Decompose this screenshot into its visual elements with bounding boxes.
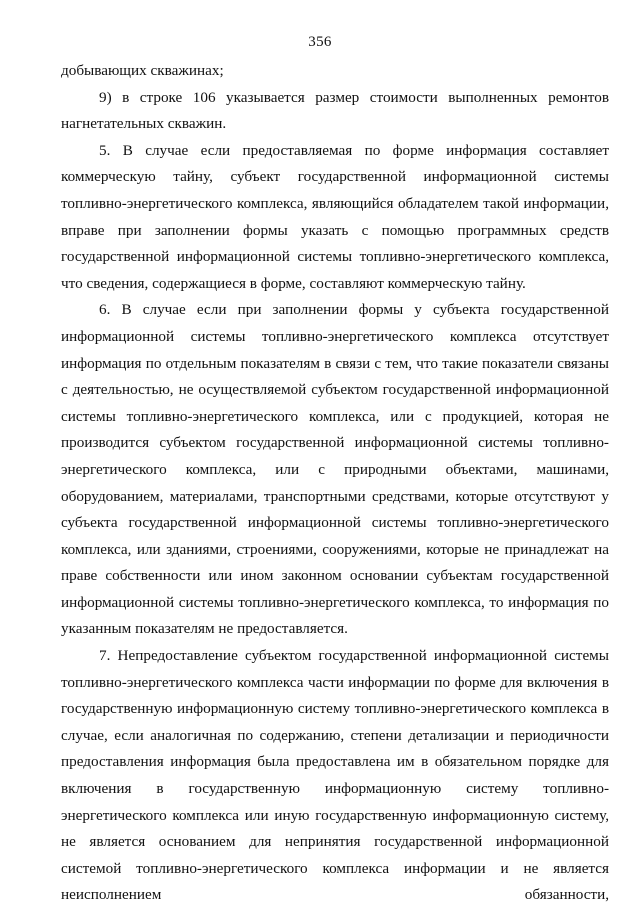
- paragraph-clause-7: 7. Непредоставление субъектом государственной информационной системы топливно-энергетического комплекса части информации по форме для включения в государственную информационную систему топливно-энергетического комплекса в случае, если аналогичная по содержанию, степени детализации и периодичности предоставления информация была предоставлена им в обязательном порядке для включения в государственную информационную систему топливно-энергетического комплекса или иную государственную информационную систему, не является основанием для непринятия государственной информационной системой топливно-энергетического комплекса информации и не является неисполнением обязанности,: [61, 647, 609, 904]
- paragraph-clause-6: 6. В случае если при заполнении формы у субъекта государственной информационной системы топливно-энергетического комплекса отсутствует информация по отдельным показателям в связи с тем, что такие показатели связаны с деятельностью, не осуществляемой субъектом государственной информационной системы топливно-энергетического комплекса, или с продукцией, которая не производится субъектом государственной информационной системы топливно-энергетического комплекса, или с природными объектами, машинами, оборудованием, материалами, транспортными средствами, которые отсутствуют у субъекта государственной информационной системы топливно-энергетического комплекса, или зданиями, строениями, сооружениями, которые не принадлежат на праве собственности или ином законном основании субъектам государственной информационной системы топливно-энергетического комплекса, то информация по указанным показателям не предоставляется.: [61, 301, 609, 638]
- paragraph-continuation: добывающих скважинах;: [61, 62, 224, 79]
- document-body: [61, 58, 609, 909]
- paragraph-item-9: 9) в строке 106 указывается размер стоимости выполненных ремонтов нагнетательных скважин.: [61, 88, 609, 133]
- page-number: 356: [308, 34, 332, 50]
- paragraph-clause-5: 5. В случае если предоставляемая по форме информация составляет коммерческую тайну, субъект государственной информационной системы топливно-энергетического комплекса, являющийся обладателем такой информации, вправе при заполнении формы указать с помощью программных средств государственной информационной системы топливно-энергетического комплекса, что сведения, содержащиеся в форме, составляют коммерческую тайну.: [61, 141, 609, 292]
